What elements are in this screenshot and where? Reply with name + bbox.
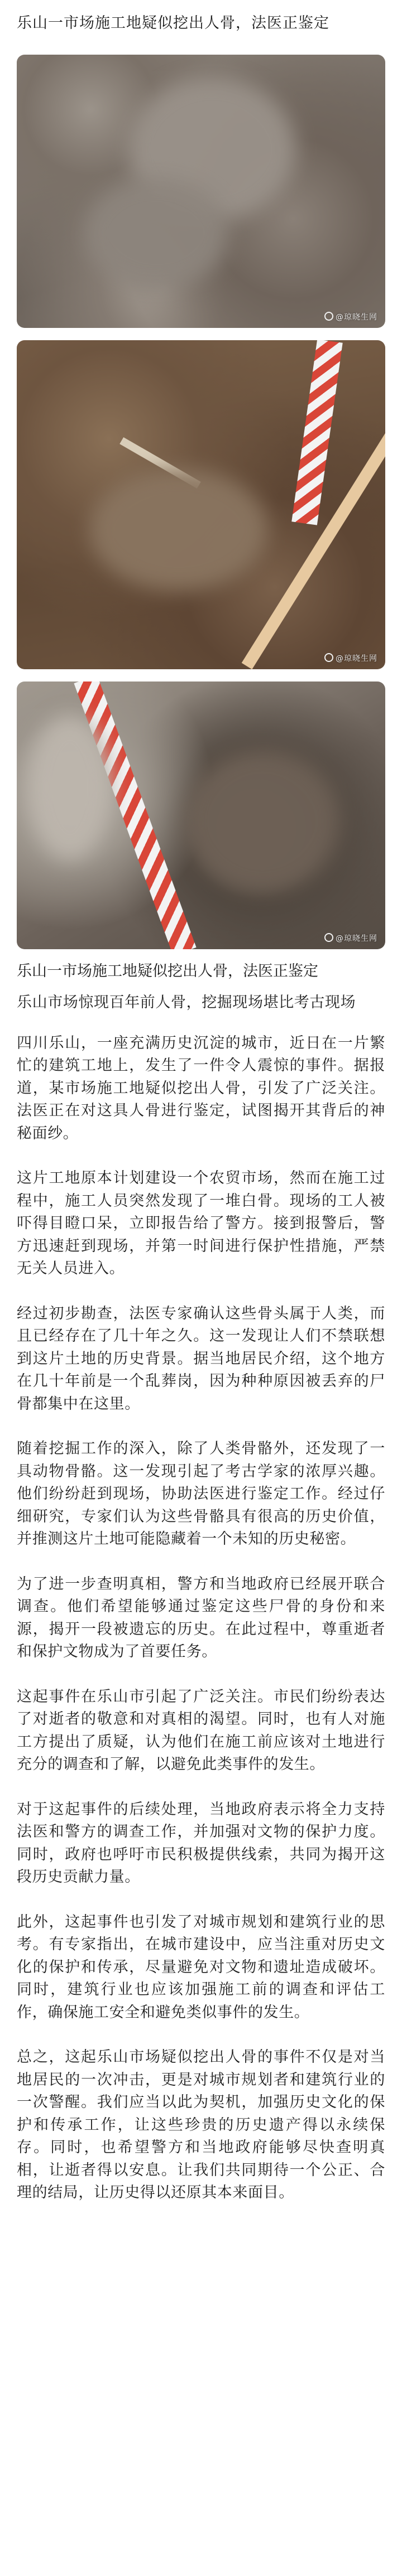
photo-watermark: @琼晓生网 [324, 653, 377, 664]
photo-watermark: @琼晓生网 [324, 932, 377, 944]
watermark-logo-icon [324, 312, 333, 321]
paragraph: 为了进一步查明真相，警方和当地政府已经展开联合调查。他们希望能够通过鉴定这些尸骨的身份和来源，揭开一段被遗忘的历史。在此过程中，尊重逝者和保护文物成为了首要任务。 [17, 1575, 385, 1660]
paragraph: 这起事件在乐山市引起了广泛关注。市民们纷纷表达了对逝者的敬意和对真相的渴望。同时，也有人对施工方提出了质疑，认为他们在施工前应该对土地进行充分的调查和了解，以避免此类事件的发生。 [17, 1688, 385, 1773]
blurred-region [84, 177, 229, 289]
paragraph: 总之，这起乐山市场疑似挖出人骨的事件不仅是对当地居民的一次冲击，更是对城市规划者和建筑行业的一次警醒。我们应当以此为契机，加强历史文化的保护和传承工作，让这些珍贵的历史遗产得以永续保存。同时，也希望警方和当地政府能够尽快查明真相，让逝者得以安息。让我们共同期待一个公正、合理的结局，让历史得以还原其本来面目。 [17, 2048, 385, 2201]
paragraph: 此外，这起事件也引发了对城市规划和建筑行业的思考。有专家指出，在城市建设中，应当注重对历史文化的保护和传承，尽量避免对文物和遗址造成破坏。同时，建筑行业也应该加强施工前的调查和评估工作，确保施工安全和避免类似事件的发生。 [17, 1913, 385, 2021]
watermark-logo-icon [324, 933, 333, 942]
watermark-logo-icon [324, 653, 333, 662]
photo-watermark: @琼晓生网 [324, 311, 377, 322]
article-photo-3[interactable] [17, 682, 385, 949]
article-subheading: 乐山市场惊现百年前人骨，挖掘现场堪比考古现场 [17, 994, 356, 1011]
blurred-region [28, 715, 112, 860]
blurred-region [184, 748, 341, 893]
blurred-region [89, 468, 268, 591]
article-body [17, 992, 385, 2227]
paragraph: 对于这起事件的后续处理，当地政府表示将全力支持法医和警方的调查工作，并加强对文物的保护力度。同时，政府也呼吁市民积极提供线索，共同为揭开这段历史贡献力量。 [17, 1800, 385, 1886]
paragraph: 经过初步勘查，法医专家确认这些骨头属于人类，而且已经存在了几十年之久。这一发现让人们不禁联想到这片土地的历史背景。据当地居民介绍，这个地方在几十年前是一个乱葬岗，因为种种原因被丢弃的尸骨都集中在这里。 [17, 1304, 385, 1413]
photo-caption: 乐山一市场施工地疑似挖出人骨，法医正鉴定 [17, 963, 318, 980]
paragraph: 这片工地原本计划建设一个农贸市场，然而在施工过程中，施工人员突然发现了一堆白骨。现场的工人被吓得目瞪口呆，立即报告给了警方。接到报警后，警方迅速赶到现场，并第一时间进行保护性措施，严禁无关人员进入。 [17, 1169, 385, 1277]
paragraph: 随着挖掘工作的深入，除了人类骨骼外，还发现了一具动物骨骼。这一发现引起了考古学家的浓厚兴趣。他们纷纷赶到现场，协助法医进行鉴定工作。经过仔细研究，专家们认为这些骨骼具有很高的历史价值，并推测这片土地可能隐藏着一个未知的历史秘密。 [17, 1440, 385, 1548]
article-photo-1[interactable] [17, 55, 385, 328]
paragraph: 四川乐山，一座充满历史沉淀的城市，近日在一片繁忙的建筑工地上，发生了一件令人震惊的事件。据报道，某市场施工地疑似挖出人骨，引发了广泛关注。法医正在对这具人骨进行鉴定，试图揭开其背后的神秘面纱。 [17, 1034, 385, 1142]
article-title: 乐山一市场施工地疑似挖出人骨，法医正鉴定 [17, 15, 329, 32]
warning-tape [291, 340, 342, 525]
article-photo-2[interactable] [17, 340, 385, 669]
